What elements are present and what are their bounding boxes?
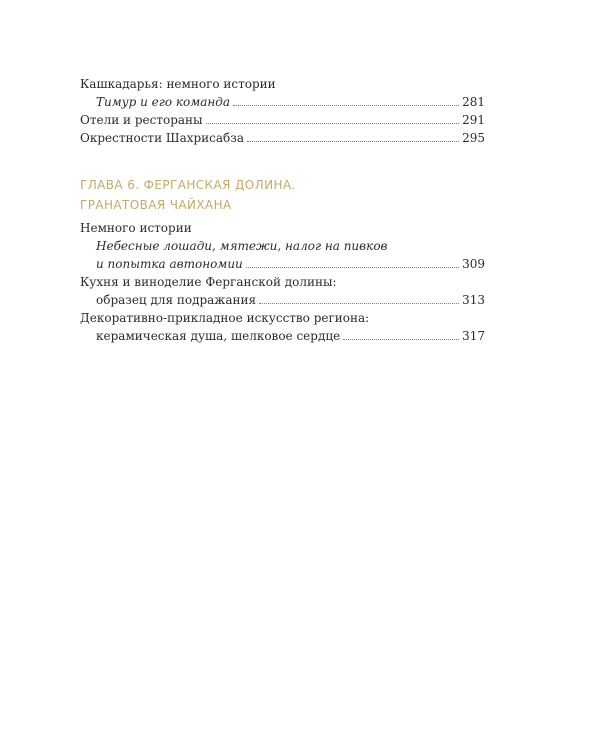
chapter-title-line-1: ГЛАВА 6. ФЕРГАНСКАЯ ДОЛИНА.: [80, 178, 296, 192]
dot-leader: [206, 123, 460, 124]
dot-leader: [247, 141, 459, 142]
toc-entry-page: 295: [462, 131, 485, 145]
toc-entry-title: образец для подражания: [96, 293, 257, 307]
dot-leader: [343, 339, 459, 340]
toc-entry: [80, 93, 485, 111]
toc-entry-title: и попытка автономии: [96, 257, 243, 271]
toc-entry: [80, 111, 485, 129]
toc-heading-text: Немного истории: [80, 221, 192, 235]
toc-entry: [80, 327, 485, 345]
toc-entry-title: Тимур и его команда: [96, 95, 231, 109]
dot-leader: [246, 267, 459, 268]
toc-entry-title: Небесные лошади, мятежи, налог на пивков: [96, 239, 388, 253]
toc-entry-page: 281: [462, 95, 485, 109]
toc-entry-page: 291: [462, 113, 485, 127]
toc-heading-text: Кашкадарья: немного истории: [80, 77, 276, 91]
chapter-title-line-2: ГРАНАТОВАЯ ЧАЙХАНА: [80, 198, 232, 212]
toc-heading: [80, 219, 485, 237]
toc-entry-line: [80, 237, 485, 255]
toc-entry-title: Отели и рестораны: [80, 113, 203, 127]
toc-chapter-6: [80, 175, 485, 345]
toc-heading: [80, 75, 485, 93]
toc-section-kashkadarya: [80, 75, 485, 147]
toc-entry-page: 309: [462, 257, 485, 271]
toc-entry-title: керамическая душа, шелковое сердце: [96, 329, 341, 343]
toc-entry: [80, 291, 485, 309]
toc-entry-title: Декоративно-прикладное искусство региона:: [80, 311, 370, 325]
toc-entry-title: Кухня и виноделие Ферганской долины:: [80, 275, 337, 289]
toc-entry: [80, 129, 485, 147]
dot-leader: [259, 303, 459, 304]
toc-entry-page: 313: [462, 293, 485, 307]
toc-entry-line: [80, 273, 485, 291]
toc-entry-title: Окрестности Шахрисабза: [80, 131, 244, 145]
toc-entry-page: 317: [462, 329, 485, 343]
toc-entry-line: [80, 309, 485, 327]
dot-leader: [233, 105, 459, 106]
toc-entry: [80, 255, 485, 273]
